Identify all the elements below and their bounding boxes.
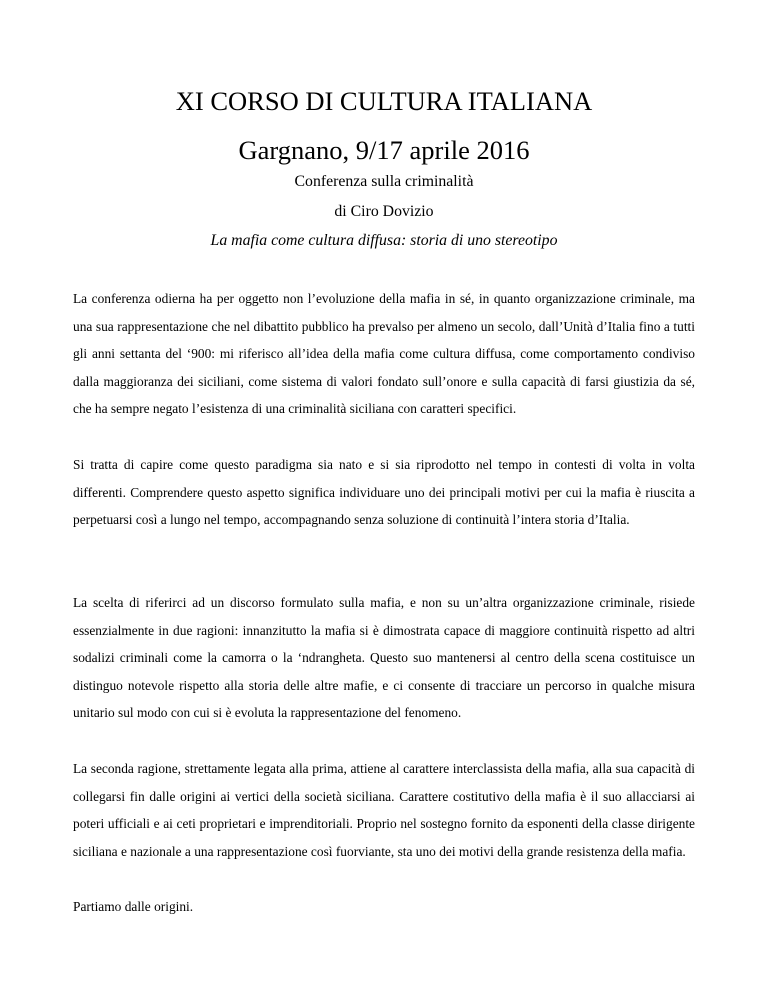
course-location-date: Gargnano, 9/17 aprile 2016 [238, 135, 530, 165]
paragraph-1: La conferenza odierna ha per oggetto non l’evoluzione della mafia in sé, in quanto organizzazione criminale, ma una sua rappresentazione che nel dibattito pubblico ha prevalso per almeno un secolo, dall’Unità d’Italia fino a tutti gli anni settanta del ‘900: mi riferisco all’idea della mafia come cultura diffusa, come comportamento condiviso dalla maggioranza dei siciliani, come sistema di valori fondato sull’onore e sulla capacità di farsi giustizia da sé, che ha sempre negato l’esistenza di una criminalità siciliana con caratteri specifici. [73, 291, 695, 417]
course-title: XI CORSO DI CULTURA ITALIANA [175, 86, 593, 116]
paragraph-3: La scelta di riferirci ad un discorso formulato sulla mafia, e non su un’altra organizzazione criminale, risiede essenzialmente in due ragioni: innanzitutto la mafia si è dimostrata capace di maggiore continuità rispetto ad altri sodalizi criminali come la camorra o la ‘ndrangheta. Questo suo mantenersi al centro della scena costituisce un distinguo notevole rispetto alla storia delle altre mafie, e ci consente di tracciare un percorso in qualche misura unitario sul modo con cui si è evoluta la rappresentazione del fenomeno. [73, 595, 695, 721]
conference-title: La mafia come cultura diffusa: storia di uno stereotipo [210, 232, 558, 249]
paragraph-4: La seconda ragione, strettamente legata alla prima, attiene al carattere interclassista della mafia, alla sua capacità di collegarsi fin dalle origini ai vertici della società siciliana. Carattere costitutivo della mafia è il suo allacciarsi ai poteri ufficiali e ai ceti proprietari e imprenditoriali. Proprio nel sostegno fornito da esponenti della classe dirigente siciliana e nazionale a una rappresentazione così fuorviante, sta uno dei motivi della grande resistenza della mafia. [73, 761, 695, 859]
paragraph-5: Partiamo dalle origini. [73, 899, 194, 914]
conference-subject: Conferenza sulla criminalità [294, 173, 474, 190]
paragraph-2: Si tratta di capire come questo paradigma sia nato e si sia riprodotto nel tempo in contesti di volta in volta differenti. Comprendere questo aspetto significa individuare uno dei principali motivi per cui la mafia è riuscita a perpetuarsi così a lungo nel tempo, accompagnando senza soluzione di continuità l’intera storia d’Italia. [73, 457, 695, 528]
conference-author: di Ciro Dovizio [334, 203, 434, 220]
